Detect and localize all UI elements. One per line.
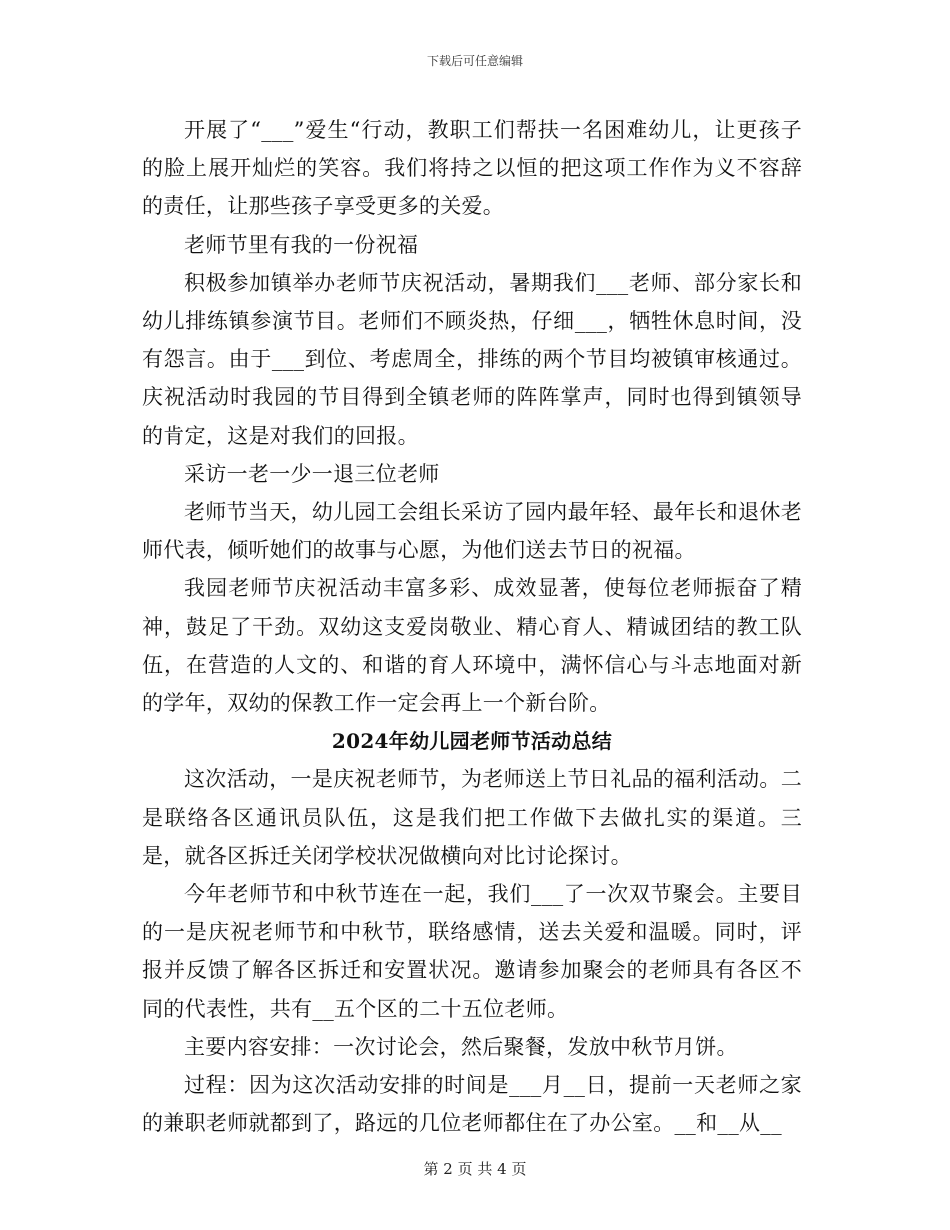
paragraph: 我园老师节庆祝活动丰富多彩、成效显著，使每位老师振奋了精神，鼓足了干劲。双幼这支爱岗敬业、精心育人、精诚团结的教工队伍，在营造的人文的、和谐的育人环境中，满怀信心与斗志地面对新的学年，双幼的保教工作一定会再上一个新台阶。	[142, 576, 802, 716]
subheading: 采访一老一少一退三位老师	[184, 461, 440, 486]
page-header: 下载后可任意编辑	[426, 54, 523, 68]
subheading: 老师节里有我的一份祝福	[184, 232, 419, 257]
paragraph: 过程：因为这次活动安排的时间是___月__日，提前一天老师之家的兼职老师就都到了，路远的几位老师都住在了办公室。__和__从__	[142, 1073, 802, 1136]
paragraph: 积极参加镇举办老师节庆祝活动，暑期我们___老师、部分家长和幼儿排练镇参演节目。老师们不顾炎热，仔细___，牺牲休息时间，没有怨言。由于___到位、考虑周全，排练的两个节目均被镇审核通过。庆祝活动时我园的节目得到全镇老师的阵阵掌声，同时也得到镇领导的肯定，这是对我们的回报。	[142, 270, 802, 448]
paragraph: 老师节当天，幼儿园工会组长采访了园内最年轻、最年长和退休老师代表，倾听她们的故事与心愿，为他们送去节日的祝福。	[142, 500, 802, 563]
section-title: 2024年幼儿园老师节活动总结	[331, 729, 613, 754]
page-number: 第 2 页 共 4 页	[423, 1160, 527, 1178]
paragraph: 今年老师节和中秋节连在一起，我们___了一次双节聚会。主要目的一是庆祝老师节和中秋节，联络感情，送去关爱和温暖。同时，评报并反馈了解各区拆迁和安置状况。邀请参加聚会的老师具有各区不同的代表性，共有__五个区的二十五位老师。	[142, 882, 802, 1021]
paragraph: 开展了“___”爱生“行动，教职工们帮扶一名困难幼儿，让更孩子的脸上展开灿烂的笑容。我们将持之以恒的把这项工作作为义不容辞的责任，让那些孩子享受更多的关爱。	[142, 118, 802, 219]
paragraph: 这次活动，一是庆祝老师节，为老师送上节日礼品的福利活动。二是联络各区通讯员队伍，这是我们把工作做下去做扎实的渠道。三是，就各区拆迁关闭学校状况做横向对比讨论探讨。	[142, 767, 802, 868]
paragraph: 主要内容安排：一次讨论会，然后聚餐，发放中秋节月饼。	[184, 1034, 738, 1059]
document-body	[142, 111, 802, 1142]
